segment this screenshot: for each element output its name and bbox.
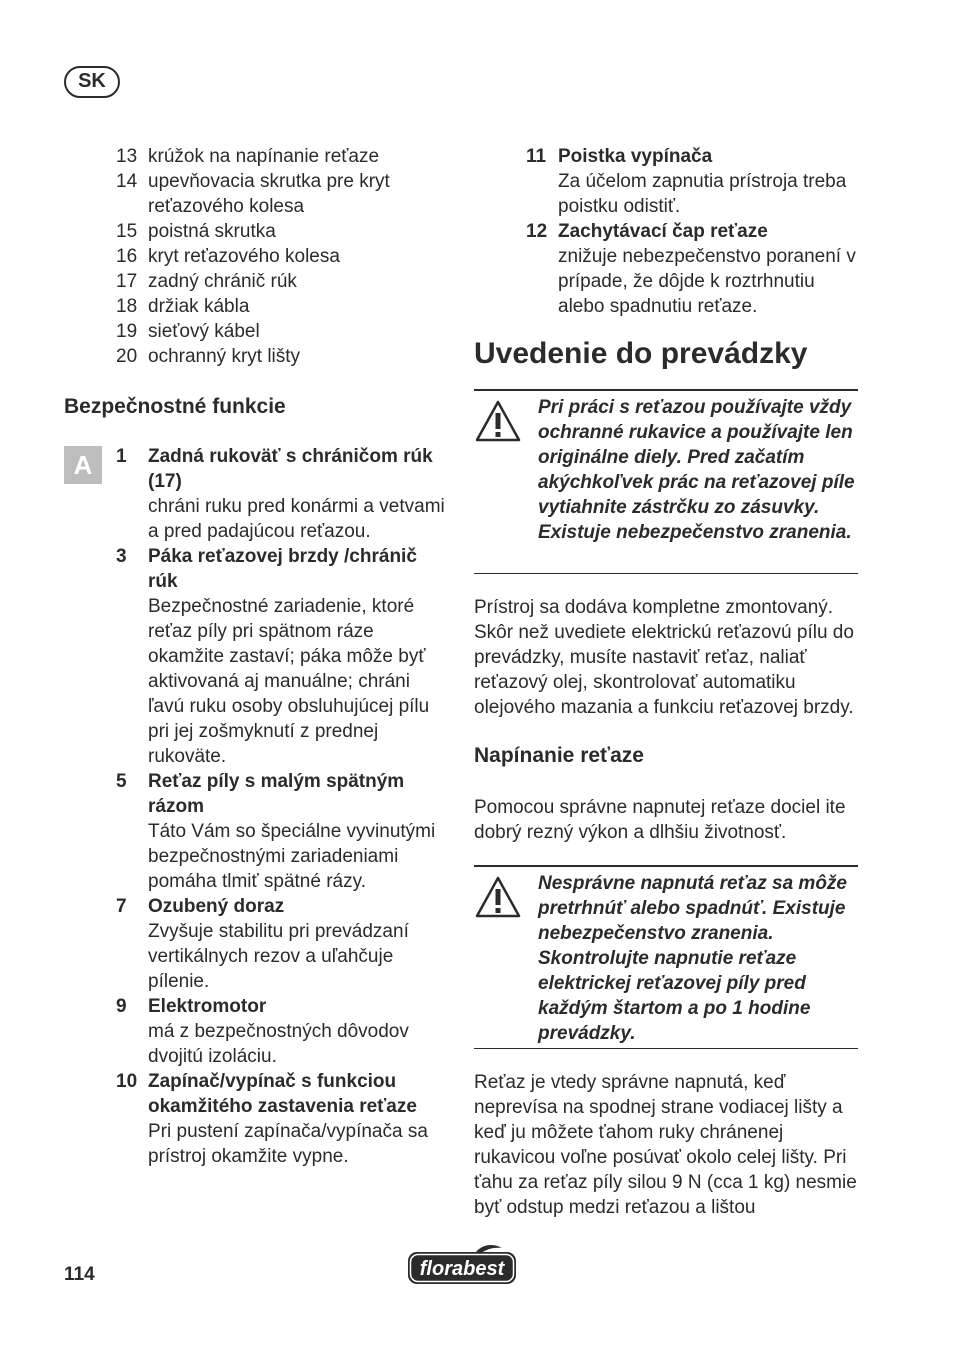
list-item: 14 upevňovacia skrutka pre kryt reťazového kolesa <box>116 171 390 217</box>
page-number: 114 <box>64 1264 95 1285</box>
brand-logo <box>406 1242 518 1293</box>
list-item: 17 zadný chránič rúk <box>116 271 297 292</box>
list-item: 18 držiak kábla <box>116 296 250 317</box>
list-item: 13 krúžok na napínanie reťaze <box>116 146 380 167</box>
list-item: 16 kryt reťazového kolesa <box>116 246 340 267</box>
list-item: 9 Elektromotor má z bezpečnostných dôvodov dvojitú izoláciu. <box>116 996 409 1067</box>
safety-heading: Bezpečnostné funkcie <box>64 395 286 418</box>
section-heading: Uvedenie do prevádzky <box>474 337 808 370</box>
warning-text: Pri práci s reťazou používajte vždy ochranné rukavice a používajte len originálne diely. Pred začatím akýchkoľvek prác na reťazovej píle vytiahnite zástrčku zo zásuvky. Existuje nebezpečenstvo zranenia. <box>538 397 855 543</box>
final-paragraph: Reťaz je vtedy správne napnutá, keď neprevísa na spodnej strane vodiacej lišty a keď ju môžete ťahom ruky chránenej rukavicou voľne posúvať okolo celej lišty. Pri ťahu za reťaz píly silou 9 N (cca 1 kg) nesmie byť odstup medzi reťazou a lištou <box>474 1072 857 1218</box>
safety-features-list <box>116 444 448 1169</box>
list-item: 12 Zachytávací čap reťaze znižuje nebezpečenstvo poranení v prípade, že dôjde k roztrhnutiu alebo spadnutiu reťaze. <box>526 221 856 317</box>
sub-heading: Napínanie reťaze <box>474 744 644 767</box>
list-item: 3 Páka reťazovej brzdy /chránič rúk Bezpečnostné zariadenie, ktoré reťaz píly pri spätnom ráze okamžite zastaví; páka môže byť aktivovaná aj manuálne; chráni ľavú ruku osoby obsluhujúcej pílu pri jej zošmyknutí z prednej rukoväte. <box>116 546 430 767</box>
warning-text: Nesprávne napnutá reťaz sa môže pretrhnúť alebo spadnúť. Existuje nebezpečenstvo zranenia. Skontrolujte napnutie reťaze elektrickej reťazovej píly pred každým štartom a po 1 hodine prevádzky. <box>538 873 847 1044</box>
warning-box <box>474 865 858 1049</box>
svg-text:florabest: florabest <box>419 1258 505 1280</box>
list-item: 1 Zadná rukoväť s chráničom rúk (17) chráni ruku pred konármi a vetvami a pred padajúcou reťazou. <box>116 446 445 542</box>
warning-triangle-icon <box>474 391 538 573</box>
list-item: 19 sieťový kábel <box>116 321 260 342</box>
parts-list <box>116 144 446 369</box>
safety-features-list-right <box>526 144 860 319</box>
list-item: 7 Ozubený doraz Zvyšuje stabilitu pri prevádzaní vertikálnych rezov a uľahčuje pílenie. <box>116 896 409 992</box>
section-a-badge: A <box>64 446 102 484</box>
list-item: 5 Reťaz píly s malým spätným rázom Táto Vám so špeciálne vyvinutými bezpečnostnými zariadeniami pomáha tlmiť spätné rázy. <box>116 771 436 892</box>
list-item: 11 Poistka vypínača Za účelom zapnutia prístroja treba poistku odistiť. <box>526 146 847 217</box>
warning-triangle-icon <box>474 867 538 1048</box>
list-item: 15 poistná skrutka <box>116 221 276 242</box>
warning-box <box>474 389 858 574</box>
list-item: 10 Zapínač/vypínač s funkciou okamžitého zastavenia reťaze Pri pustení zapínača/vypínača sa prístroj okamžite vypne. <box>116 1071 428 1167</box>
language-badge: SK <box>64 66 120 98</box>
list-item: 20 ochranný kryt lišty <box>116 346 301 367</box>
intro-paragraph: Prístroj sa dodáva kompletne zmontovaný. Skôr než uvediete elektrickú reťazovú pílu do prevádzky, musíte nastaviť reťaz, naliať reťazový olej, skontrolovať automatiku olejového mazania a funkciu reťazovej brzdy. <box>474 597 854 718</box>
tension-paragraph: Pomocou správne napnutej reťaze dociel ite dobrý rezný výkon a dlhšiu životnosť. <box>474 797 846 843</box>
